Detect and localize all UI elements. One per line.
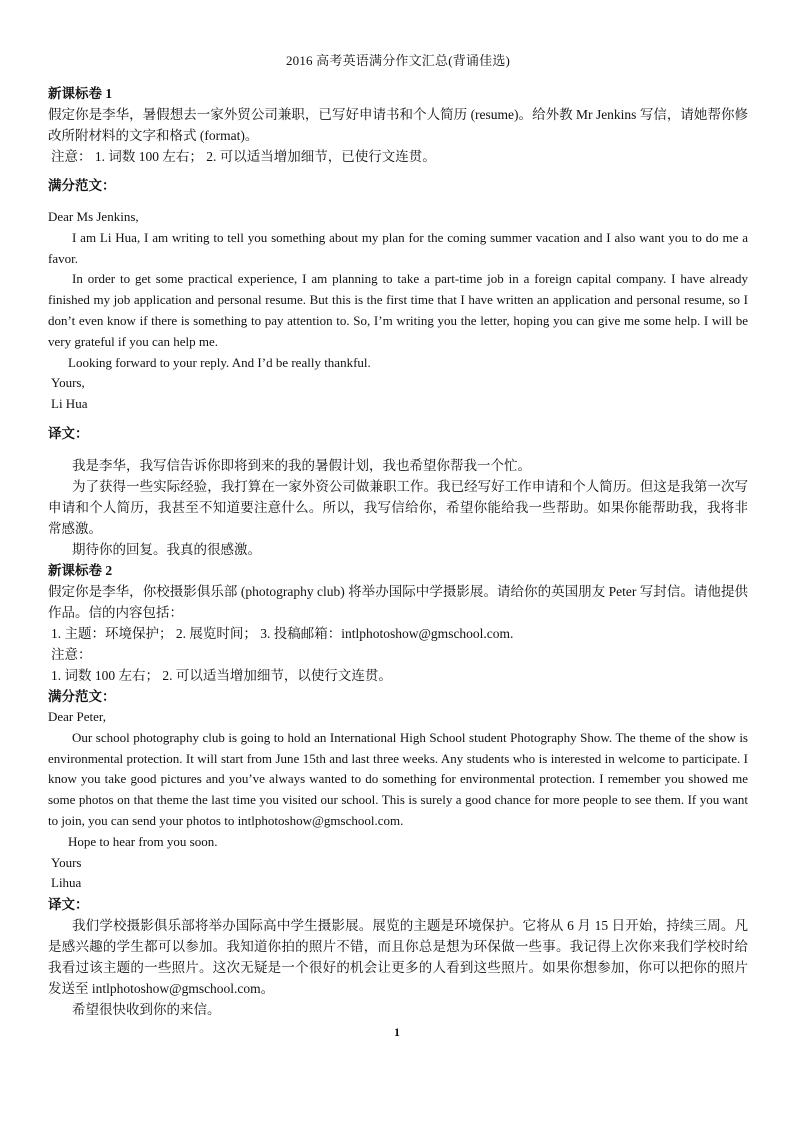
section1-translation-paragraph: 期待你的回复。我真的很感激。 [72,541,261,557]
document-page [48,50,748,1020]
section1-paragraph: I am Li Hua, I am writing to tell you something about my plan for the coming summer vacation and I also want you to do me a favor. [48,229,748,266]
section1-paragraph: Looking forward to your reply. And I’d be really thankful. [68,354,371,370]
section2-salutation: Dear Peter, [48,708,106,724]
section1-paragraph: In order to get some practical experience, I am planning to take a part-time job in a foreign capital company. I have already finished my job application and personal resume. But this is the first time that I have written an application and personal resume, so I don’t even know if there is something to pay attention to. So, I’m writing you the letter, hoping you can give me some help. I will be very grateful if you can help me. [48,271,748,349]
section2-items: 1. 主题：环境保护； 2. 展览时间； 3. 投稿邮箱：intlphotoshow@gmschool.com. [51,625,514,641]
section2-translation-paragraph: 我们学校摄影俱乐部将举办国际高中学生摄影展。展览的主题是环境保护。它将从 6 月 15 日开始，持续三周。凡是感兴趣的学生都可以参加。我知道你拍的照片不错，而且你总是想为环保做一些事。我记得上次你来我们学校时给我看过该主题的一些照片。这次无疑是一个很好的机会让更多的人看到这些照片。如果你想参加，你可以把你的照片发送至 intlphotoshow@gmschool.com。 [48,918,748,997]
section1-note: 注意： 1. 词数 100 左右； 2. 可以适当增加细节，已使行文连贯。 [51,149,436,164]
section1-translation-paragraph: 我是李华，我写信告诉你即将到来的我的暑假计划，我也希望你帮我一个忙。 [72,457,531,473]
section1-salutation: Dear Ms Jenkins, [48,209,139,224]
section1-translation-paragraph: 为了获得一些实际经验，我打算在一家外资公司做兼职工作。我已经写好工作申请和个人简历。但这是我第一次写申请和个人简历，我甚至不知道要注意什么。所以，我写信给你，希望你能给我一些帮助。如果你能帮助我，我将非常感激。 [48,478,748,536]
section2-paragraph: Hope to hear from you soon. [68,833,218,849]
section2-paragraph: Our school photography club is going to hold an International High School student Photography Show. The theme of the show is environmental protection. It will start from June 15th and last three weeks. Any students who is interested in welcome to participate. I know you take good pictures and you’ve always wanted to do something for environmental protection. I remember you showed me some photos on that theme the last time you visited our school. This is surely a good chance for more people to see them. If you want to join, you can send your photos to intlphotoshow@gmschool.com. [48,729,748,828]
section2-signature: Lihua [51,875,82,891]
section2-note: 1. 词数 100 左右； 2. 可以适当增加细节，以使行文连贯。 [51,667,392,683]
section2-prompt: 假定你是李华，你校摄影俱乐部 (photography club) 将举办国际中学摄影展。请给你的英国朋友 Peter 写封信。请他提供作品。信的内容包括： [48,583,748,620]
section1-signature: Li Hua [51,396,88,412]
section1-prompt: 假定你是李华，暑假想去一家外贸公司兼职，已写好申请书和个人简历 (resume)。给外教 Mr Jenkins 写信，请她帮你修改所附材料的文字和格式 (format)。 [48,107,748,143]
section2-translation-paragraph: 希望很快收到你的来信。 [72,1002,221,1018]
section2-closing: Yours [51,854,82,870]
document-title: 2016 高考英语满分作文汇总(背诵佳选) [285,53,511,68]
section2-translation-heading: 译文： [48,897,89,913]
page-number: 1 [394,1025,400,1039]
section2-heading: 新课标卷 2 [48,562,113,578]
section1-closing: Yours, [51,375,85,391]
section1-model-heading: 满分范文： [48,178,116,193]
section2-model-heading: 满分范文： [48,688,116,704]
section1-translation-heading: 译文： [48,425,89,441]
section2-note-label: 注意： [51,646,92,662]
section1-heading: 新课标卷 1 [48,86,113,101]
